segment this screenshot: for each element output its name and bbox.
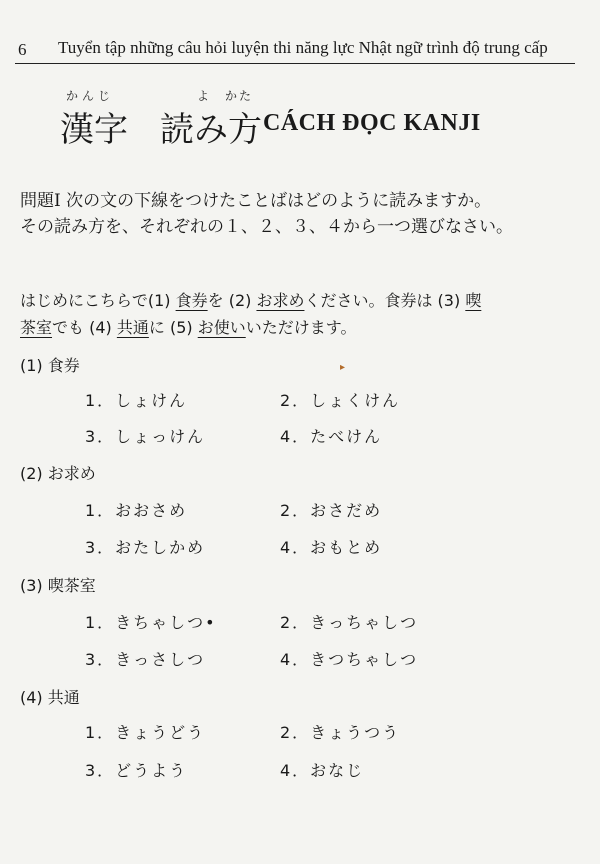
q4-option-2: 2．きょうつう <box>280 723 401 742</box>
underlined-word-5: お使い <box>197 318 246 337</box>
underlined-word-4: 共通 <box>116 318 149 337</box>
q2-option-3: 3．おたしかめ <box>85 538 206 557</box>
running-header-title: Tuyển tập những câu hỏi luyện thi năng lực Nhật ngữ trình độ trung cấp <box>58 38 548 57</box>
instruction-text-1: 次の文の下線をつけたことばはどのように読みますか。 <box>66 191 492 211</box>
underlined-word-3a: 喫 <box>465 291 482 310</box>
passage-text: はじめにこちらで(1) <box>20 291 176 310</box>
question-1-heading: (1) 食券 <box>20 356 80 375</box>
q1-option-3: 3．しょっけん <box>85 427 206 446</box>
instruction-line-1 <box>20 186 491 211</box>
question-2-heading: (2) お求め <box>20 464 96 483</box>
problem-label: 問題Ⅰ <box>20 191 61 211</box>
underlined-word-1: 食券 <box>175 291 208 310</box>
passage-text: に (5) <box>148 318 198 337</box>
question-4-heading: (4) 共通 <box>20 688 80 707</box>
passage-text: でも (4) <box>52 318 117 337</box>
yo-ruby: よ <box>197 89 210 103</box>
q4-option-3: 3．どうよう <box>85 761 188 780</box>
instruction-line-2: その読み方を、それぞれの１、２、３、４から一つ選びなさい。 <box>20 217 513 237</box>
passage-line-1 <box>20 288 481 311</box>
passage-text: を (2) <box>207 291 257 310</box>
underlined-word-3b: 茶室 <box>20 318 53 337</box>
title-vietnamese: CÁCH ĐỌC KANJI <box>263 110 481 136</box>
title-yomikata: 読み方 <box>160 110 262 150</box>
q1-option-2: 2．しょくけん <box>280 391 401 410</box>
q3-option-1: 1．きちゃしつ• <box>85 613 217 632</box>
page-number: 6 <box>18 40 27 59</box>
q3-option-4: 4．きつちゃしつ <box>280 650 419 669</box>
passage-text: ください。食券は (3) <box>304 291 466 310</box>
q4-option-4: 4．おなじ <box>280 761 365 780</box>
header-rule <box>15 63 575 64</box>
passage-line-2 <box>20 315 356 338</box>
q3-option-3: 3．きっさしつ <box>85 650 206 669</box>
q2-option-2: 2．おさだめ <box>280 501 383 520</box>
q4-option-1: 1．きょうどう <box>85 723 206 742</box>
q3-option-2: 2．きっちゃしつ <box>280 613 419 632</box>
print-speck: ▸ <box>340 362 346 373</box>
q1-option-4: 4．たべけん <box>280 427 383 446</box>
passage-text: いただけます。 <box>245 318 357 337</box>
q1-option-1: 1．しょけん <box>85 391 188 410</box>
title-kanji: 漢字 <box>60 110 128 150</box>
kata-ruby: かた <box>225 89 254 103</box>
kanji-ruby: かんじ <box>66 89 115 103</box>
question-3-heading: (3) 喫茶室 <box>20 576 96 595</box>
q2-option-1: 1．おおさめ <box>85 501 188 520</box>
q2-option-4: 4．おもとめ <box>280 538 383 557</box>
underlined-word-2: お求め <box>256 291 305 310</box>
